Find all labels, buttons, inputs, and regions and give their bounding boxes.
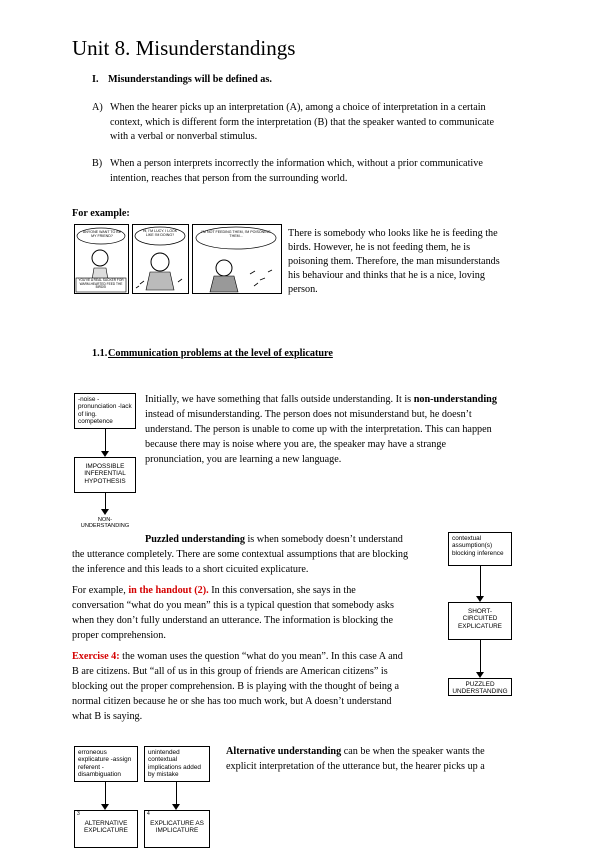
puzzled-line-2: the utterance completely. There are some contextual assumptions that are blocking <box>72 549 409 560</box>
example-label: For example: <box>72 208 130 219</box>
erroneous-explicature-box: erroneous explicature -assign referent -disambiguation <box>74 746 138 782</box>
comic-panel-1-caption: YOU'VE A REAL SUCKER FOR WARM-HEARTED FEED THE BIRDS! <box>78 278 124 290</box>
connector-line <box>176 782 177 804</box>
exercise-line-2: B are citizens. But “all of us in this group of friends are American citizens” is <box>72 666 388 677</box>
item-a-line-2: context, which is different form the interpretation (B) that the speaker wanted to communicate <box>110 117 494 128</box>
box-3-number: 3 <box>77 811 80 817</box>
connector-line <box>105 429 106 451</box>
item-b-line-1: When a person interprets incorrectly the information which, without a prior communicative <box>110 158 483 169</box>
explicature-as-implicature-box: EXPLICATURE AS IMPLICATURE <box>144 810 210 848</box>
impossible-hypothesis-box: IMPOSSIBLE INFERENTIAL HYPOTHESIS <box>74 457 136 493</box>
connector-line <box>480 566 481 596</box>
puzzled-line-1: Puzzled understanding is when somebody doesn’t understand <box>145 534 403 545</box>
comic-panel-3-bubble: I'M NOT FEEDING THEM, I'M POISONING THEM... <box>201 230 271 238</box>
exercise-line-5: what B is saying. <box>72 711 143 722</box>
exercise-label: Exercise 4: <box>72 651 120 662</box>
alternative-line-2: explicit interpretation of the utterance but, the hearer picks up a <box>226 761 485 772</box>
nonunderstanding-line-2: instead of misunderstanding. The person does not misunderstand but, he doesn’t <box>145 409 472 420</box>
puzzled-term: Puzzled understanding <box>145 534 245 545</box>
exercise-line-4: normal citizen because he or she has too much work, but A doesn’t understand <box>72 696 392 707</box>
exercise-line-1: Exercise 4: the woman uses the question “what do you mean”. In this case A and <box>72 651 403 662</box>
example-line-1: There is somebody who looks like he is feeding the <box>288 228 498 239</box>
handout-line-2: conversation “what do you mean” this is a typical question that somebody asks <box>72 600 394 611</box>
section-1-1-number: 1.1. <box>92 348 108 359</box>
comic-panel-2-bubble: HI, I'M LUCY. I LOOK LIKE I'M DOING? <box>142 229 178 237</box>
example-line-5: person. <box>288 284 318 295</box>
item-b-marker: B) <box>92 158 103 169</box>
box-4-number: 4 <box>147 811 150 817</box>
connector-line <box>105 493 106 509</box>
connector-line <box>480 640 481 672</box>
page-title: Unit 8. Misunderstandings <box>72 36 296 60</box>
noise-box: -noise -pronunciation -lack of ling. competence <box>74 393 136 429</box>
puzzled-line-3: the inference and this leads to a short cicuited explicature. <box>72 564 309 575</box>
nonunderstanding-line-4: because there may is noise where you are, the speaker may have a strange <box>145 439 446 450</box>
alternative-line-1: Alternative understanding can be when the speaker wants the <box>226 746 485 757</box>
nonunderstanding-line-1: Initially, we have something that falls outside understanding. It is non-understanding <box>145 394 497 405</box>
alternative-term: Alternative understanding <box>226 746 342 757</box>
short-circuited-box: SHORT-CIRCUITED EXPLICATURE <box>448 602 512 640</box>
handout-line-1: For example, in the handout (2). In this conversation, she says in the <box>72 585 356 596</box>
non-understanding-caption: NON-UNDERSTANDING <box>80 517 130 530</box>
handout-reference: in the handout (2). <box>128 585 209 596</box>
handout-line-3: when they don’t fully understand an utterance. The information is blocking the <box>72 615 394 626</box>
unintended-implications-box: unintended contextual implications added by mistake <box>144 746 210 782</box>
connector-line <box>105 782 106 804</box>
item-a-line-3: with a verbal or nonverbal stimulus. <box>110 131 258 142</box>
contextual-assumptions-box: contextual assumption(s) blocking inference <box>448 532 512 566</box>
section-1-1-heading: Communication problems at the level of explicature <box>108 348 333 359</box>
comic-panel-1-bubble: ANYONE WANT TO BE MY FRIEND? <box>82 230 122 238</box>
arrow-down-icon <box>101 509 109 515</box>
handout-line-4: proper comprehension. <box>72 630 166 641</box>
item-a-marker: A) <box>92 102 103 113</box>
non-understanding-term: non-understanding <box>413 394 497 405</box>
nonunderstanding-line-5: pronunciation, you are learning a new language. <box>145 454 342 465</box>
comic-strip <box>74 224 282 294</box>
section-1-heading: Misunderstandings will be defined as. <box>108 74 272 85</box>
puzzled-understanding-box: PUZZLED UNDERSTANDING <box>448 678 512 696</box>
exercise-line-3: blocking out the proper comprehension. B is playing with the thought of being a <box>72 681 400 692</box>
item-a-line-1: When the hearer picks up an interpretation (A), among a choice of interpretation in a certain <box>110 102 486 113</box>
section-1-number: I. <box>92 74 99 85</box>
example-line-3: poisoning them. Therefore, the man misunderstands <box>288 256 500 267</box>
nonunderstanding-line-3: understand. The person is unable to come up with the interpretation. This can happen <box>145 424 492 435</box>
item-b-line-2: intention, reaches that person from the surrounding world. <box>110 173 348 184</box>
alternative-explicature-box: ALTERNATIVE EXPLICATURE <box>74 810 138 848</box>
example-line-2: birds. However, he is not feeding them, he is <box>288 242 471 253</box>
example-line-4: his behaviour and thinks that he is a nice, loving <box>288 270 485 281</box>
